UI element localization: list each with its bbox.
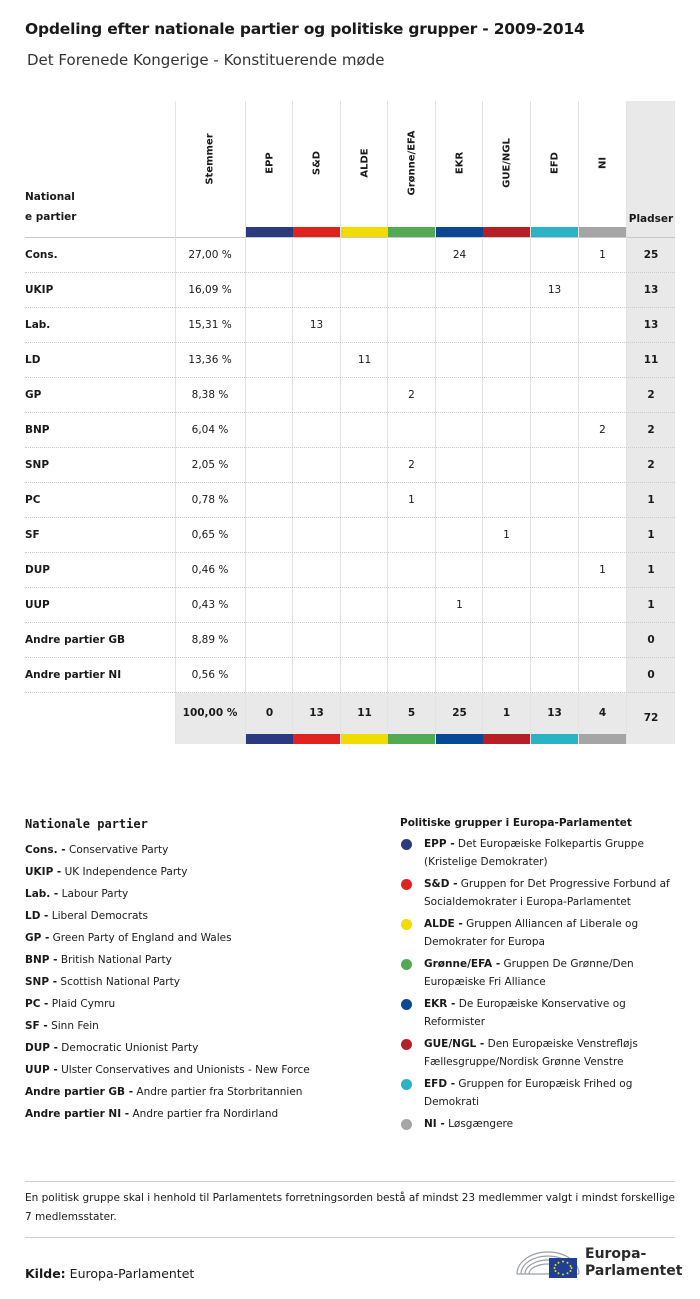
seat-cell: 1	[599, 249, 606, 261]
group-color-dot-icon	[401, 839, 412, 850]
group-header: ALDE	[359, 148, 370, 178]
table-row	[25, 553, 675, 588]
table-row	[25, 658, 675, 693]
seat-total: 11	[643, 354, 659, 366]
logo-text: Europa- Parlamentet	[585, 1246, 683, 1279]
group-legend-item: EFD - Gruppen for Europæisk Frihed og Demokrati	[400, 1075, 680, 1111]
page-title: Opdeling efter nationale partier og politiske grupper - 2009-2014	[25, 20, 585, 38]
seat-total: 13	[643, 319, 659, 331]
legend-item: UKIP - UK Independence Party	[25, 866, 188, 878]
page-subtitle: Det Forenede Kongerige - Konstituerende møde	[27, 51, 385, 69]
table-row	[25, 378, 675, 413]
seat-cell: 11	[357, 354, 372, 366]
seat-cell: 1	[408, 494, 415, 506]
group-header: EKR	[454, 151, 465, 175]
party-name: SF	[25, 529, 40, 541]
vote-share: 13,36 %	[188, 354, 232, 366]
table-row	[25, 343, 675, 378]
party-name: UKIP	[25, 284, 54, 296]
footnote: En politisk gruppe skal i henhold til Parlamentets forretningsorden bestå af mindst 23 medlemmer valgt i mindst forskellige 7 medlemsstater.	[25, 1181, 675, 1238]
group-color-bar	[388, 734, 435, 744]
group-color-bar	[579, 734, 626, 744]
vote-share: 15,31 %	[188, 319, 232, 331]
table-row	[25, 238, 675, 273]
party-name: BNP	[25, 424, 50, 436]
table-row	[25, 273, 675, 308]
group-color-bar	[483, 734, 530, 744]
group-header: NI	[597, 156, 608, 170]
table-row	[25, 448, 675, 483]
legend-item: GP - Green Party of England and Wales	[25, 932, 232, 944]
legend-item: BNP - British National Party	[25, 954, 172, 966]
group-total: 11	[357, 707, 372, 719]
vote-share: 6,04 %	[191, 424, 229, 436]
legend-item: Cons. - Conservative Party	[25, 844, 169, 856]
vote-share: 0,46 %	[191, 564, 229, 576]
seat-total: 1	[647, 494, 655, 506]
group-total: 1	[502, 707, 511, 719]
legend-item: UUP - Ulster Conservatives and Unionists - New Force	[25, 1064, 310, 1076]
group-legend-item: NI - Løsgængere	[400, 1115, 680, 1133]
group-header: S&D	[311, 150, 322, 176]
party-name: GP	[25, 389, 42, 401]
party-name: LD	[25, 354, 41, 366]
seat-total: 0	[647, 634, 655, 646]
vote-share: 0,56 %	[191, 669, 229, 681]
seat-total: 2	[647, 424, 655, 436]
seat-total: 25	[643, 249, 659, 261]
source-line	[25, 1266, 194, 1281]
seat-total: 0	[647, 669, 655, 681]
vote-share: 0,43 %	[191, 599, 229, 611]
party-name: PC	[25, 494, 41, 506]
grand-total: 72	[643, 712, 659, 724]
group-color-bar	[293, 227, 340, 237]
groups-legend-title: Politiske grupper i Europa-Parlamentet	[400, 817, 632, 829]
national-parties-header: National e partier	[25, 191, 77, 223]
totals-row	[25, 693, 675, 734]
group-color-bar	[293, 734, 340, 744]
group-color-bar	[246, 734, 293, 744]
total-votes: 100,00 %	[182, 707, 238, 719]
seat-cell: 2	[599, 424, 606, 436]
vote-share: 16,09 %	[188, 284, 232, 296]
seat-total: 2	[647, 389, 655, 401]
table-row	[25, 308, 675, 343]
group-color-dot-icon	[401, 959, 412, 970]
legend-item: SNP - Scottish National Party	[25, 976, 180, 988]
table-row	[25, 413, 675, 448]
legend-item: PC - Plaid Cymru	[25, 998, 116, 1010]
group-color-dot-icon	[401, 1039, 412, 1050]
seat-cell: 13	[309, 319, 324, 331]
vote-share: 8,89 %	[191, 634, 229, 646]
seat-total: 13	[643, 284, 659, 296]
seats-table	[25, 101, 675, 744]
group-legend-item: EKR - De Europæiske Konservative og Reformister	[400, 995, 680, 1031]
group-color-bar	[436, 734, 483, 744]
group-color-bar	[436, 227, 483, 237]
group-color-dot-icon	[401, 1079, 412, 1090]
group-color-bar	[531, 734, 578, 744]
source-label: Kilde:	[25, 1266, 66, 1281]
legend-item: SF - Sinn Fein	[25, 1020, 99, 1032]
table-row	[25, 588, 675, 623]
group-total: 13	[547, 707, 562, 719]
group-header: EFD	[549, 152, 560, 174]
group-color-dot-icon	[401, 879, 412, 890]
seat-cell: 13	[547, 284, 562, 296]
group-color-bar	[341, 227, 388, 237]
group-total: 5	[407, 707, 416, 719]
group-total: 25	[452, 707, 467, 719]
group-legend-item: EPP - Det Europæiske Folkepartis Gruppe (Kristelige Demokrater)	[400, 835, 680, 871]
legend-item: Lab. - Labour Party	[25, 888, 129, 900]
legend-item: Andre partier GB - Andre partier fra Storbritannien	[25, 1086, 303, 1098]
seat-cell: 24	[452, 249, 467, 261]
pladser-header: Pladser	[628, 213, 674, 225]
party-name: Lab.	[25, 319, 51, 331]
party-name: Andre partier GB	[25, 634, 126, 646]
party-name: Andre partier NI	[25, 669, 122, 681]
stemmer-header: Stemmer	[204, 133, 216, 185]
group-color-bar	[483, 227, 530, 237]
seat-cell: 2	[408, 459, 415, 471]
seat-total: 1	[647, 564, 655, 576]
legend-item: DUP - Democratic Unionist Party	[25, 1042, 199, 1054]
table-row	[25, 518, 675, 553]
vote-share: 27,00 %	[188, 249, 232, 261]
vote-share: 0,78 %	[191, 494, 229, 506]
national-legend-title: Nationale partier	[25, 817, 148, 831]
table-row	[25, 483, 675, 518]
group-color-dot-icon	[401, 919, 412, 930]
group-color-bar	[246, 227, 293, 237]
group-legend-item: Grønne/EFA - Gruppen De Grønne/Den Europæiske Fri Alliance	[400, 955, 680, 991]
national-parties-legend	[25, 817, 310, 1125]
party-name: DUP	[25, 564, 50, 576]
vote-share: 0,65 %	[191, 529, 229, 541]
group-header: Grønne/EFA	[406, 130, 417, 196]
seat-cell: 1	[599, 564, 606, 576]
group-color-bar	[341, 734, 388, 744]
source-value: Europa-Parlamentet	[69, 1266, 195, 1281]
seat-cell: 1	[456, 599, 463, 611]
group-color-bar	[531, 227, 578, 237]
group-color-dot-icon	[401, 1119, 412, 1130]
party-name: SNP	[25, 459, 50, 471]
parliament-hemicycle-icon	[515, 1244, 581, 1282]
seat-total: 1	[647, 529, 655, 541]
group-legend-item: ALDE - Gruppen Alliancen af Liberale og Demokrater for Europa	[400, 915, 680, 951]
europarl-logo	[515, 1244, 683, 1282]
vote-share: 8,38 %	[191, 389, 229, 401]
party-name: Cons.	[25, 249, 58, 261]
table-row	[25, 623, 675, 658]
group-color-dot-icon	[401, 999, 412, 1010]
vote-share: 2,05 %	[191, 459, 229, 471]
group-color-bar	[388, 227, 435, 237]
group-total: 0	[265, 707, 274, 719]
seat-cell: 1	[503, 529, 510, 541]
legend-item: Andre partier NI - Andre partier fra Nordirland	[25, 1108, 279, 1120]
political-groups-legend	[400, 817, 680, 1137]
seat-total: 2	[647, 459, 655, 471]
group-header: EPP	[264, 152, 275, 174]
legend-item: LD - Liberal Democrats	[25, 910, 148, 922]
group-legend-item: GUE/NGL - Den Europæiske Venstrefløjs Fællesgruppe/Nordisk Grønne Venstre	[400, 1035, 680, 1071]
seat-cell: 2	[408, 389, 415, 401]
group-legend-item: S&D - Gruppen for Det Progressive Forbund af Socialdemokrater i Europa-Parlamentet	[400, 875, 680, 911]
group-total: 13	[309, 707, 324, 719]
group-total: 4	[598, 707, 607, 719]
party-name: UUP	[25, 599, 50, 611]
group-color-bar	[579, 227, 626, 237]
seat-total: 1	[647, 599, 655, 611]
group-header: GUE/NGL	[501, 138, 512, 188]
